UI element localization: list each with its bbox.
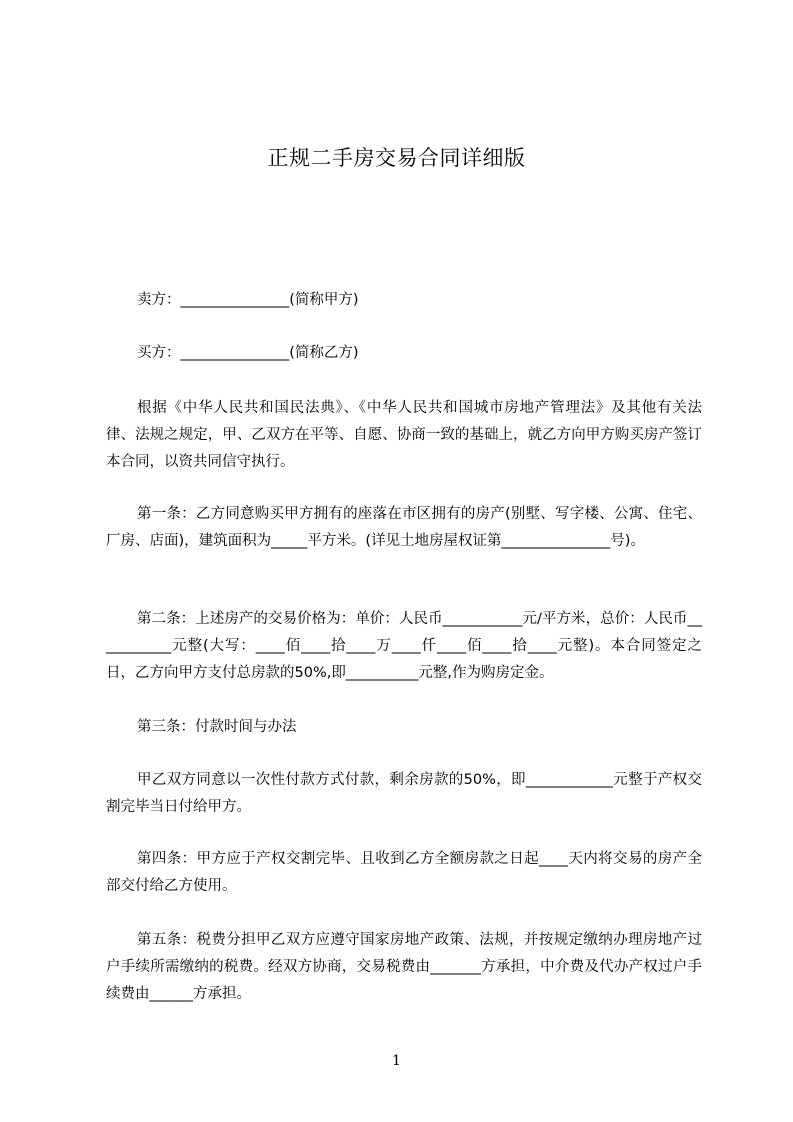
article-4-paragraph: 第四条：甲方应于产权交割完毕、且收到乙方全额房款之日起____天内将交易的房产全部交付给乙方使用。 — [106, 851, 702, 894]
seller-line: 卖方：_______________(简称甲方) — [137, 292, 359, 308]
preamble-paragraph: 根据《中华人民共和国民法典》、《中华人民共和国城市房地产管理法》及其他有关法律、法规之规定，甲、乙双方在平等、自愿、协商一致的基础上，就乙方向甲方购买房产签订本合同，以资共同信守执行。 — [106, 400, 702, 470]
article-1-paragraph: 第一条：乙方同意购买甲方拥有的座落在市区拥有的房产(别墅、写字楼、公寓、住宅、厂房、店面)，建筑面积为_____平方米。(详见土地房屋权证第_______________号)。 — [106, 506, 702, 549]
document-title: 正规二手房交易合同详细版 — [267, 146, 526, 170]
buyer-line: 买方：_______________(简称乙方) — [137, 345, 359, 361]
article-2-paragraph: 第二条：上述房产的交易价格为：单价：人民币___________元/平方米，总价：人民币___________元整(大写：____佰____拾____万____仟____佰____拾____元整)。本合同签定之日，乙方向甲方支付总房款的50%,即__________元整,作为购房定金。 — [106, 611, 702, 681]
article-3-heading: 第三条：付款时间与办法 — [137, 719, 297, 735]
page-number: 1 — [392, 1053, 401, 1069]
article-5-paragraph: 第五条：税费分担甲乙双方应遵守国家房地产政策、法规，并按规定缴纳办理房地产过户手续所需缴纳的税费。经双方协商，交易税费由_______方承担，中介费及代办产权过户手续费由______方承担。 — [106, 932, 702, 1002]
article-3-paragraph: 甲乙双方同意以一次性付款方式付款，剩余房款的50%，即____________元整于产权交割完毕当日付给甲方。 — [106, 772, 702, 815]
